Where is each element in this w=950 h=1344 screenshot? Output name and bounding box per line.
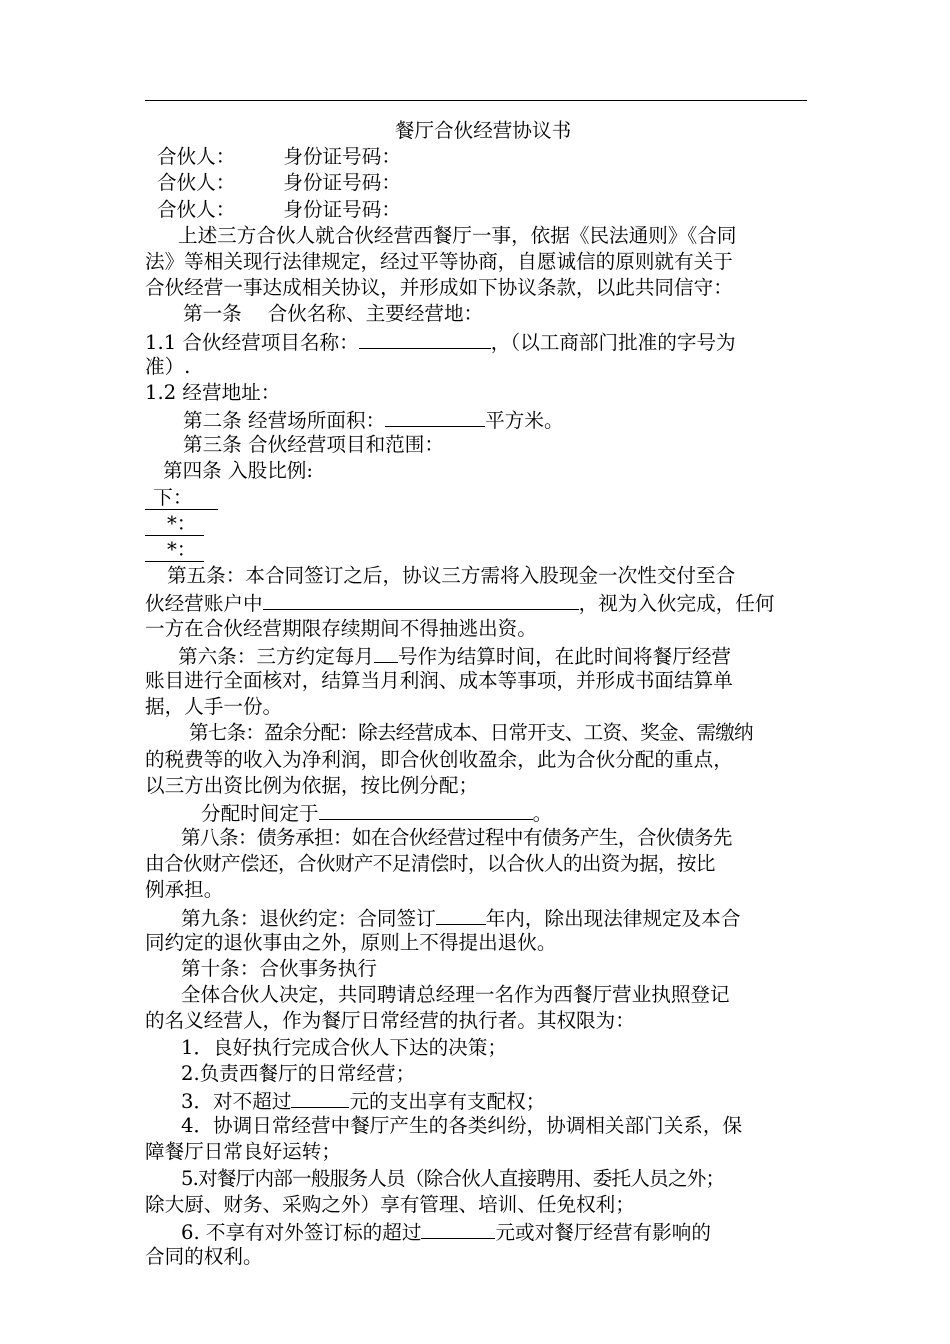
id-number-label: 身份证号码： <box>283 171 401 195</box>
id-number-label: 身份证号码： <box>283 197 401 221</box>
partner-line-3 <box>145 197 809 223</box>
share-row-text <box>145 512 204 536</box>
share-label: *： <box>167 511 197 535</box>
authority-item: 5.对餐厅内部一般服务人员（除合伙人直接聘用、委托人员之外； <box>181 1166 725 1190</box>
article-7-line: 第七条：盈余分配：除去经营成本、日常开支、工资、奖金、需缴纳 <box>189 721 753 745</box>
contract-amount-blank <box>421 1218 495 1239</box>
article-5-line: 一方在合伙经营期限存续期间不得抽逃出资。 <box>145 616 537 640</box>
partner-label: 合伙人： <box>157 197 236 221</box>
authority-item <box>145 1218 809 1244</box>
item-text: ，（以工商部门批准的字号为 <box>490 330 736 354</box>
share-label: 下： <box>153 485 193 509</box>
item-text: 3．对不超过 <box>181 1089 292 1113</box>
header-rule <box>145 100 807 101</box>
name-blank <box>359 328 491 349</box>
share-row-text <box>145 486 218 510</box>
article-1-item-2: 1.2 经营地址： <box>145 380 281 404</box>
article-4-heading: 第四条 入股比例: <box>163 459 313 483</box>
authority-item: 2.负责西餐厅的日常经营； <box>181 1061 416 1085</box>
partner-line-1 <box>145 144 809 170</box>
article-10-line: 全体合伙人决定，共同聘请总经理一名作为西餐厅营业执照登记 <box>181 983 730 1007</box>
partner-line-2 <box>145 170 809 196</box>
share-label: *： <box>167 538 197 561</box>
article-8-line: 第八条：债务承担：如在合伙经营过程中有债务产生，合伙债务先 <box>181 826 732 850</box>
share-row <box>145 537 809 563</box>
authority-item: 合同的权利。 <box>145 1245 263 1269</box>
document-title: 餐厅合伙经营协议书 <box>394 119 572 142</box>
intro-line: 合伙经营一事达成相关协议，并形成如下协议条款，以此共同信守： <box>145 276 733 300</box>
article-6-line <box>145 642 809 668</box>
authority-item <box>145 1087 809 1113</box>
article-5-line: 第五条：本合同签订之后，协议三方需将入股现金一次性交付至合 <box>167 564 736 588</box>
partner-label: 合伙人： <box>157 171 236 195</box>
article-9-line <box>145 904 809 930</box>
article-1-item-1-cont: 准）. <box>145 354 191 378</box>
authority-item: 1．良好执行完成合伙人下达的决策； <box>181 1035 507 1059</box>
article-3: 第三条 合伙经营项目和范围： <box>183 433 444 457</box>
article-7-line: 以三方出资比例为依据，按比例分配； <box>145 773 479 797</box>
article-2 <box>145 406 809 432</box>
item-text: 分配时间定于 <box>201 801 319 825</box>
amount-blank <box>291 1087 349 1108</box>
item-text: 1.1 合伙经营项目名称： <box>145 330 359 354</box>
item-text: 第二条 经营场所面积： <box>183 409 386 433</box>
share-row <box>145 511 809 537</box>
item-text: 号作为结算时间，在此时间将餐厅经营 <box>397 644 732 668</box>
item-text: ，视为入伙完成，任何 <box>578 592 775 616</box>
article-6-line: 账目进行全面核对，结算当月利润、成本等事项，并形成书面结算单 <box>145 668 733 692</box>
item-text: 平方米。 <box>485 409 564 433</box>
item-text: 伙经营账户中 <box>145 592 263 616</box>
item-text: 元或对餐厅经营有影响的 <box>495 1220 711 1244</box>
article-1-heading: 第一条 合伙名称、主要经营地： <box>183 302 484 326</box>
item-text: 第九条：退伙约定：合同签订 <box>181 906 436 930</box>
article-10-heading: 第十条：合伙事务执行 <box>181 957 377 980</box>
years-blank <box>436 904 486 925</box>
account-blank <box>263 589 579 610</box>
article-7-line <box>145 799 809 825</box>
area-blank <box>385 406 485 427</box>
article-6-line: 据，人手一份。 <box>145 695 283 719</box>
date-blank <box>319 799 533 820</box>
item-text: 元的支出享有支配权； <box>349 1089 546 1113</box>
article-5-line <box>145 589 809 615</box>
day-blank <box>374 642 398 663</box>
authority-item: 4．协调日常经营中餐厅产生的各类纠纷，协调相关部门关系，保 <box>181 1114 743 1138</box>
article-1-item-1 <box>145 328 809 354</box>
share-row <box>145 485 809 511</box>
item-text: 第六条：三方约定每月 <box>178 644 374 668</box>
id-number-label: 身份证号码： <box>283 145 401 169</box>
item-text: 。 <box>532 801 553 825</box>
article-9-line: 同约定的退伙事由之外，原则上不得提出退伙。 <box>145 930 557 954</box>
article-8-line: 例承担。 <box>145 878 224 902</box>
authority-item: 除大厨、财务、采购之外）享有管理、培训、任免权利； <box>145 1192 635 1216</box>
intro-line: 上述三方合伙人就合伙经营西餐厅一事，依据《民法通则》《合同 <box>178 223 737 247</box>
authority-item: 障餐厅日常良好运转； <box>145 1140 341 1164</box>
share-row-text <box>145 538 204 562</box>
item-text: 6. 不享有对外签订标的超过 <box>181 1220 422 1244</box>
article-7-line: 的税费等的收入为净利润，即合伙创收盈余，此为合伙分配的重点， <box>145 747 733 771</box>
intro-line: 法》等相关现行法律规定，经过平等协商，自愿诚信的原则就有关于 <box>145 249 733 273</box>
item-text: 年内，除出现法律规定及本合 <box>485 906 741 930</box>
article-8-line: 由合伙财产偿还，合伙财产不足清偿时，以合伙人的出资为据，按比 <box>145 852 715 876</box>
document-body <box>145 118 809 1270</box>
article-10-line: 的名义经营人，作为餐厅日常经营的执行者。其权限为： <box>145 1009 635 1033</box>
partner-label: 合伙人： <box>157 145 236 169</box>
